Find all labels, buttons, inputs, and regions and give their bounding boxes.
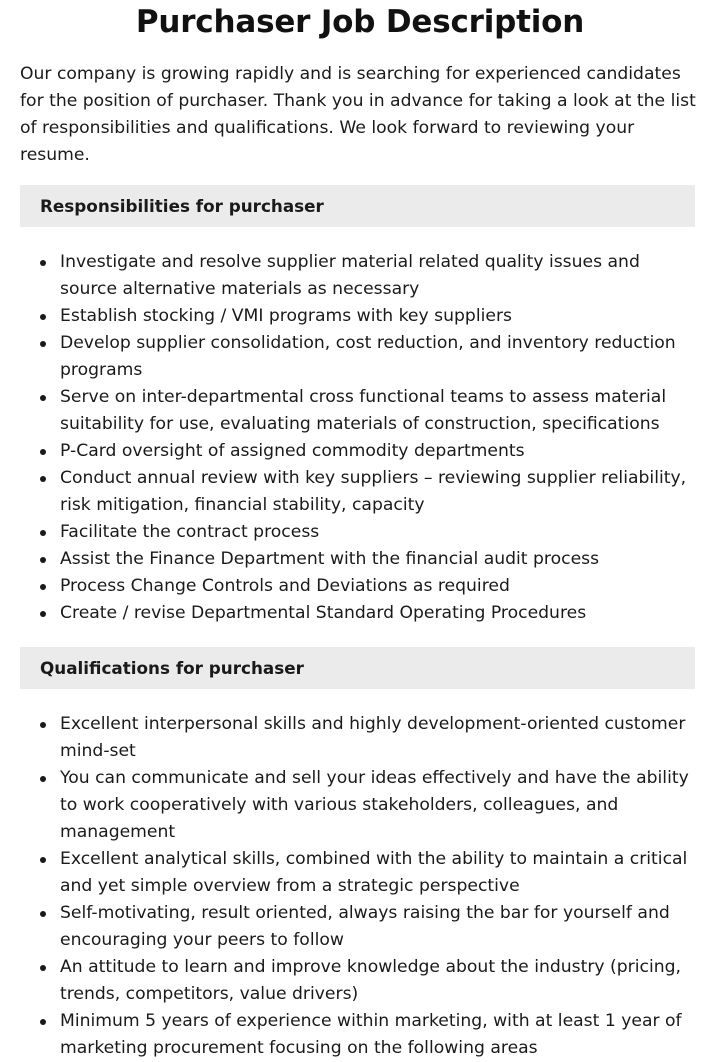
- list-item: [20, 303, 695, 330]
- list-item: [20, 711, 695, 765]
- list-item-text: Excellent interpersonal skills and highly development-oriented customer mind-set: [60, 714, 686, 761]
- list-item: [20, 1008, 695, 1062]
- list-item-text: Serve on inter-departmental cross functional teams to assess material suitability for use, evaluating materials of construction, specifications: [60, 387, 667, 434]
- list-item-text: You can communicate and sell your ideas effectively and have the ability to work cooperatively with various stakeholders, colleagues, and management: [60, 768, 689, 842]
- list-item: [20, 900, 695, 954]
- qualifications-list: [20, 711, 695, 1062]
- bullet-icon: [40, 584, 46, 590]
- section-spacer: [20, 627, 700, 631]
- bullet-icon: [40, 476, 46, 482]
- bullet-icon: [40, 449, 46, 455]
- bullet-icon: [40, 776, 46, 782]
- list-item-text: An attitude to learn and improve knowledge about the industry (pricing, trends, competitors, value drivers): [60, 957, 682, 1004]
- list-item-text: Facilitate the contract process: [60, 522, 320, 542]
- bullet-icon: [40, 557, 46, 563]
- list-item-text: Create / revise Departmental Standard Operating Procedures: [60, 603, 587, 623]
- bullet-icon: [40, 965, 46, 971]
- list-item: [20, 573, 695, 600]
- list-item-text: P-Card oversight of assigned commodity departments: [60, 441, 525, 461]
- list-item: [20, 600, 695, 627]
- bullet-icon: [40, 611, 46, 617]
- bullet-icon: [40, 341, 46, 347]
- list-item-text: Excellent analytical skills, combined with the ability to maintain a critical and yet simple overview from a strategic perspective: [60, 849, 688, 896]
- bullet-icon: [40, 395, 46, 401]
- intro-paragraph: Our company is growing rapidly and is searching for experienced candidates for the position of purchaser. Thank you in advance for taking a look at the list of responsibilities and qualifications. We look forward to reviewing your resume.: [20, 64, 696, 165]
- bullet-icon: [40, 314, 46, 320]
- qualifications-header: Qualifications for purchaser: [20, 647, 695, 689]
- list-item: [20, 546, 695, 573]
- bullet-icon: [40, 1019, 46, 1025]
- list-item: [20, 330, 695, 384]
- list-item: [20, 438, 695, 465]
- list-item: [20, 249, 695, 303]
- list-item-text: Conduct annual review with key suppliers – reviewing supplier reliability, risk mitigation, financial stability, capacity: [60, 468, 687, 515]
- list-item: [20, 846, 695, 900]
- page-title: Purchaser Job Description: [135, 4, 585, 40]
- list-item: [20, 384, 695, 438]
- list-item-text: Develop supplier consolidation, cost reduction, and inventory reduction programs: [60, 333, 676, 380]
- bullet-icon: [40, 722, 46, 728]
- list-item-text: Process Change Controls and Deviations as required: [60, 576, 510, 596]
- list-item-text: Assist the Finance Department with the financial audit process: [60, 549, 600, 569]
- list-item: [20, 765, 695, 846]
- bullet-icon: [40, 857, 46, 863]
- list-item: [20, 954, 695, 1008]
- list-item-text: Establish stocking / VMI programs with key suppliers: [60, 306, 512, 326]
- responsibilities-list: [20, 249, 695, 627]
- list-item-text: Minimum 5 years of experience within marketing, with at least 1 year of marketing procurement focusing on the following areas: [60, 1011, 682, 1058]
- list-item-text: Self-motivating, result oriented, always raising the bar for yourself and encouraging your peers to follow: [60, 903, 670, 950]
- bullet-icon: [40, 911, 46, 917]
- bullet-icon: [40, 260, 46, 266]
- list-item: [20, 519, 695, 546]
- list-item: [20, 465, 695, 519]
- responsibilities-header: Responsibilities for purchaser: [20, 185, 695, 227]
- list-item-text: Investigate and resolve supplier material related quality issues and source alternative materials as necessary: [60, 252, 640, 299]
- bullet-icon: [40, 530, 46, 536]
